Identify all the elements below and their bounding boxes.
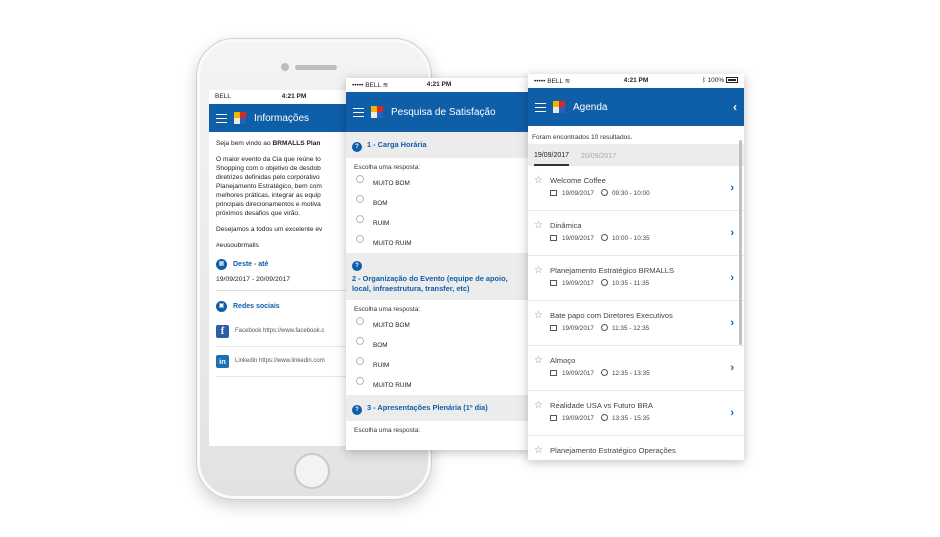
tab-date-2[interactable]: 20/09/2017 [581,152,617,160]
image-icon: ▣ [216,301,227,312]
menu-icon[interactable] [216,114,227,123]
agenda-item-name: Dinâmica [550,221,582,230]
signal-dots: ••••• [352,82,364,89]
agenda-item-time: 12:35 - 13:35 [612,370,650,377]
calendar-icon [550,370,557,376]
radio-button[interactable] [356,377,364,385]
agenda-item[interactable] [528,301,744,346]
calendar-icon [550,415,557,421]
clock-icon [601,414,608,421]
hashtag-text: #eusoubrmalls [216,242,259,249]
battery-icon [726,77,738,83]
q1-option-muito-bom[interactable]: MUITO BOM [346,173,532,193]
radio-button[interactable] [356,235,364,243]
star-icon[interactable]: ☆ [534,265,543,276]
q2-option-bom[interactable]: BOM [346,335,532,355]
q2-option-muito-ruim[interactable]: MUITO RUIM [346,375,532,395]
facebook-url: Facebook https://www.facebook.c [235,328,325,334]
clock-icon [601,234,608,241]
star-icon[interactable]: ☆ [534,445,543,456]
star-icon[interactable]: ☆ [534,175,543,186]
star-icon[interactable]: ☆ [534,400,543,411]
agenda-item-name: Realidade USA vs Futuro BRA [550,401,653,410]
calendar-icon [550,190,557,196]
question-3-header [346,395,532,421]
status-bar [528,74,744,88]
event-description: O maior evento da Cia que reúne to Shopping com o objetivo de desdob diretrizes definidas pelo corporativo Planejamento Estratégico, bem com melhores práticas, integrar as equip principais direcionamentos e motiva próximos desafios que virão. [216,156,322,217]
agenda-item-date: 19/09/2017 [562,325,594,332]
clock-label: 4:21 PM [623,77,649,84]
brmalls-logo-icon [553,101,565,113]
agenda-item-name: Welcome Coffee [550,176,606,185]
agenda-item[interactable] [528,166,744,211]
carrier-label: BELL [215,93,231,100]
calendar-icon [550,235,557,241]
choose-label: Escolha uma resposta: [354,306,421,313]
question-icon: ? [352,405,362,415]
radio-button[interactable] [356,337,364,345]
agenda-item-name: Bate papo com Diretores Executivos [550,311,673,320]
back-chevron-icon[interactable]: ‹ [733,100,737,114]
agenda-item-name: Almoço [550,356,576,365]
radio-button[interactable] [356,317,364,325]
choose-label: Escolha uma resposta: [354,427,421,434]
survey-header [346,92,532,132]
choose-label: Escolha uma resposta: [354,164,421,171]
chevron-right-icon[interactable]: › [730,317,734,329]
question-2-header [346,253,532,300]
agenda-item-name: Planejamento Estratégico BRMALLS [550,266,675,275]
status-bar [346,78,532,92]
menu-icon[interactable] [353,108,364,117]
q2-option-ruim[interactable]: RUIM [346,355,532,375]
calendar-icon [550,325,557,331]
home-button[interactable] [294,453,330,489]
q1-option-bom[interactable]: BOM [346,193,532,213]
clock-icon [601,324,608,331]
agenda-item[interactable] [528,256,744,301]
speaker-grille [295,65,337,70]
agenda-item-time: 10:35 - 11:35 [612,280,650,287]
battery-label: 100% [707,77,725,84]
question-icon: ? [352,142,362,152]
page-title: Informações [254,112,310,124]
agenda-item-time: 09:30 - 10:00 [612,190,650,197]
carrier-label: BELL [547,78,563,85]
tab-date-1[interactable]: 19/09/2017 [534,145,569,166]
agenda-item-date: 19/09/2017 [562,415,594,422]
agenda-header [528,88,744,126]
question-1-label: 1 - Carga Horária [367,140,427,149]
question-icon: ? [352,261,362,271]
page-title: Agenda [573,101,608,113]
calendar-icon: ▦ [216,259,227,270]
clock-icon [601,189,608,196]
scrollbar[interactable] [739,140,742,345]
chevron-right-icon[interactable]: › [730,227,734,239]
agenda-item-name: Planejamento Estratégico Operações [550,446,676,455]
survey-screen [346,78,532,450]
radio-button[interactable] [356,195,364,203]
chevron-right-icon[interactable]: › [730,182,734,194]
wifi-icon: ≋ [564,78,571,85]
q1-option-ruim[interactable]: RUIM [346,213,532,233]
star-icon[interactable]: ☆ [534,310,543,321]
camera-dot [281,63,289,71]
agenda-item-date: 19/09/2017 [562,190,594,197]
wifi-icon: ≋ [382,82,389,89]
social-label: Redes sociais [233,302,280,310]
agenda-item-date: 19/09/2017 [562,235,594,242]
chevron-right-icon[interactable]: › [730,407,734,419]
date-tabs [528,144,744,166]
star-icon[interactable]: ☆ [534,220,543,231]
dates-value: 19/09/2017 - 20/09/2017 [216,271,372,291]
welcome-text: Seja bem vindo ao BRMALLS Plan [216,140,321,147]
results-count: Foram encontrados 10 resultados. [532,134,633,141]
question-2-label: 2 - Organização do Evento (equipe de apoio, local, infraestrutura, transfer, etc) [352,274,508,293]
page-title: Pesquisa de Satisfação [391,106,496,118]
star-icon[interactable]: ☆ [534,355,543,366]
carrier-label: BELL [365,82,381,89]
question-1-header [346,132,532,158]
radio-button[interactable] [356,357,364,365]
clock-label: 4:21 PM [426,81,452,88]
q2-option-muito-bom[interactable]: MUITO BOM [346,315,532,335]
question-3-label: 3 - Apresentações Plenária (1º dia) [367,403,488,412]
chevron-right-icon[interactable]: › [730,362,734,374]
dates-label: Deste - até [233,260,269,268]
brmalls-logo-icon [371,106,383,118]
radio-button[interactable] [356,215,364,223]
agenda-item-time: 10:00 - 10:35 [612,235,650,242]
q1-option-muito-ruim[interactable]: MUITO RUIM [346,233,532,253]
linkedin-icon: in [216,355,229,368]
signal-dots: ••••• [534,78,546,85]
brmalls-logo-icon [234,112,246,124]
agenda-item-time: 11:35 - 12:35 [612,325,650,332]
clock-icon [601,369,608,376]
calendar-icon [550,280,557,286]
agenda-item[interactable] [528,391,744,436]
agenda-screen [528,74,744,460]
clock-icon [601,279,608,286]
bluetooth-icon: ᛒ [701,77,706,84]
agenda-item-time: 13:35 - 15:35 [612,415,650,422]
agenda-item[interactable] [528,346,744,391]
menu-icon[interactable] [535,103,546,112]
radio-button[interactable] [356,175,364,183]
chevron-right-icon[interactable]: › [730,272,734,284]
agenda-item[interactable] [528,211,744,256]
agenda-item-date: 19/09/2017 [562,280,594,287]
wish-text: Desejamos a todos um excelente ev [216,226,323,233]
agenda-item[interactable] [528,436,744,460]
agenda-item-date: 19/09/2017 [562,370,594,377]
facebook-icon: f [216,325,229,338]
linkedin-url: Linkedin https://www.linkedin.com [235,358,325,364]
clock-label: 4:21 PM [281,93,307,100]
